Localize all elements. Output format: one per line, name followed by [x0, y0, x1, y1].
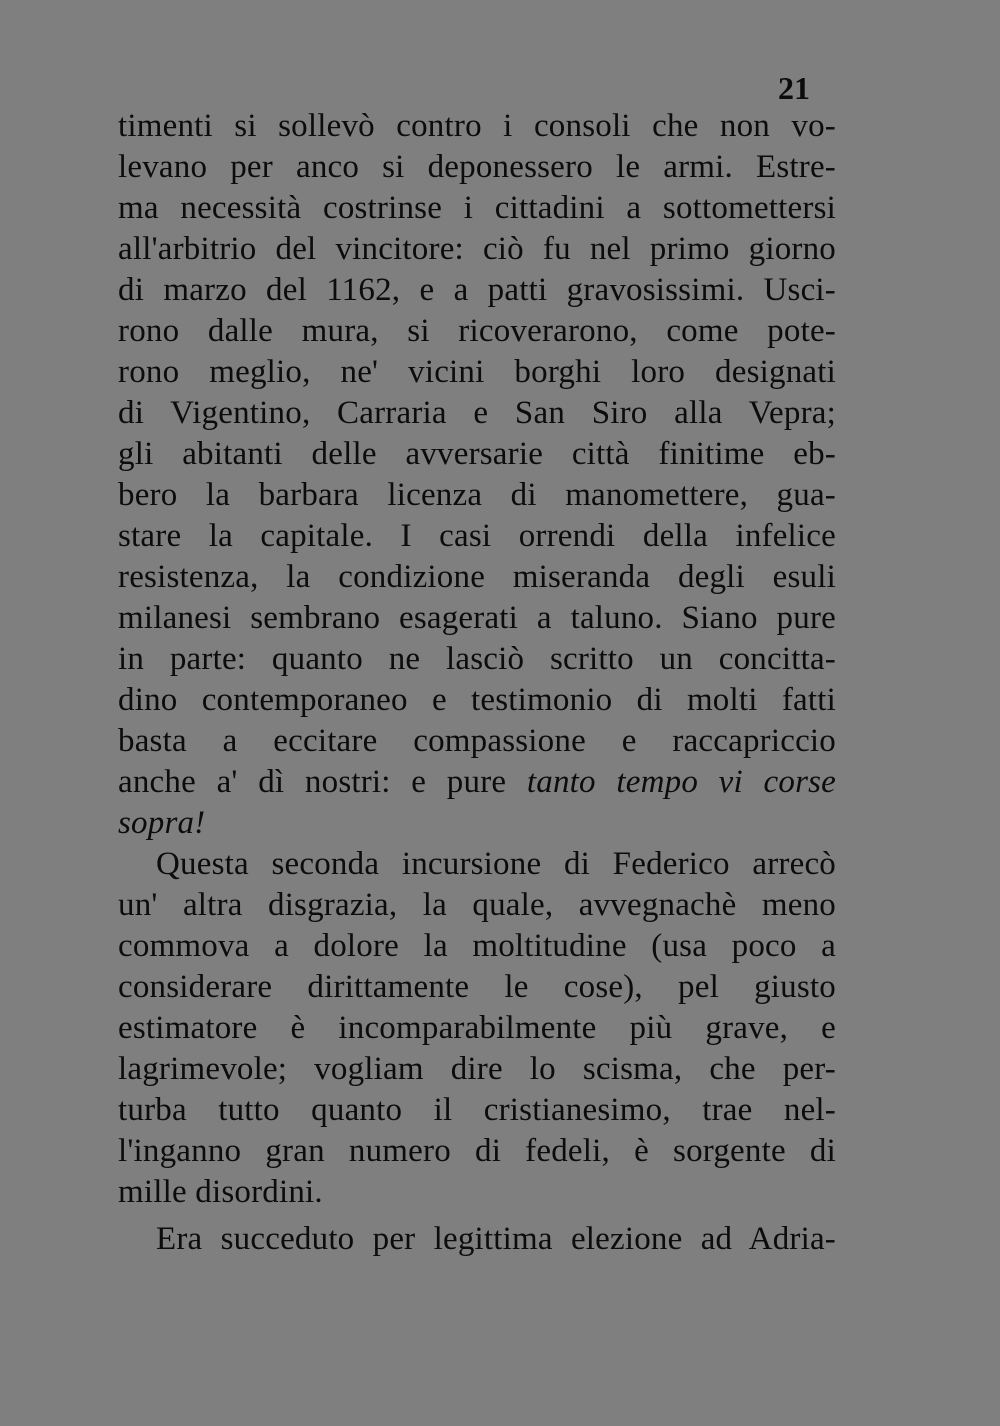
text-line: turba tutto quanto il cristianesimo, trae nel- [118, 1092, 836, 1128]
text-line: estimatore è incomparabilmente più grave, e [118, 1010, 836, 1046]
paragraph [118, 106, 836, 844]
text-line: levano per anco si deponessero le armi. Estre- [118, 149, 836, 185]
text-line: resistenza, la condizione miseranda degli esuli [118, 559, 836, 595]
italic-quote: tanto tempo vi corse [526, 764, 836, 800]
text-line: un' altra disgrazia, la quale, avvegnachè meno [118, 887, 836, 923]
text-line: rono meglio, ne' vicini borghi loro designati [118, 354, 836, 390]
text-line: bero la barbara licenza di manomettere, gua- [118, 477, 836, 513]
text-line: gli abitanti delle avversarie città finitime eb- [118, 436, 836, 472]
body-text [118, 106, 836, 1260]
text-line: di Vigentino, Carraria e San Siro alla Vepra; [118, 395, 836, 431]
text-line: all'arbitrio del vincitore: ciò fu nel primo giorno [118, 231, 836, 267]
text-line: l'inganno gran numero di fedeli, è sorgente di [118, 1133, 836, 1169]
text-line: ma necessità costrinse i cittadini a sottomettersi [118, 190, 836, 226]
text-line: mille disordini. [118, 1174, 323, 1210]
text-line: milanesi sembrano esagerati a taluno. Siano pure [118, 600, 836, 636]
text-line: Questa seconda incursione di Federico arrecò [156, 846, 836, 882]
text-line: di marzo del 1162, e a patti gravosissimi. Usci- [118, 272, 836, 308]
text-line: Era succeduto per legittima elezione ad Adria- [156, 1221, 836, 1257]
text-line: timenti si sollevò contro i consoli che non vo- [118, 108, 836, 144]
text-line [118, 762, 836, 803]
text-line: lagrimevole; vogliam dire lo scisma, che per- [118, 1051, 836, 1087]
page-number: 21 [778, 70, 810, 106]
text-line: rono dalle mura, si ricoverarono, come pote- [118, 313, 836, 349]
text-line: dino contemporaneo e testimonio di molti fatti [118, 682, 836, 718]
text-line: commova a dolore la moltitudine (usa poco a [118, 928, 836, 964]
paragraph [118, 1219, 836, 1260]
text-line: stare la capitale. I casi orrendi della infelice [118, 518, 836, 554]
text-line: basta a eccitare compassione e raccapriccio [118, 723, 836, 759]
paragraph [118, 844, 836, 1213]
italic-quote: sopra! [118, 805, 206, 841]
text-line [118, 803, 836, 844]
line-text: anche a' dì nostri: e pure [118, 764, 527, 800]
text-line: in parte: quanto ne lasciò scritto un concitta- [118, 641, 836, 677]
text-line: considerare dirittamente le cose), pel giusto [118, 969, 836, 1005]
